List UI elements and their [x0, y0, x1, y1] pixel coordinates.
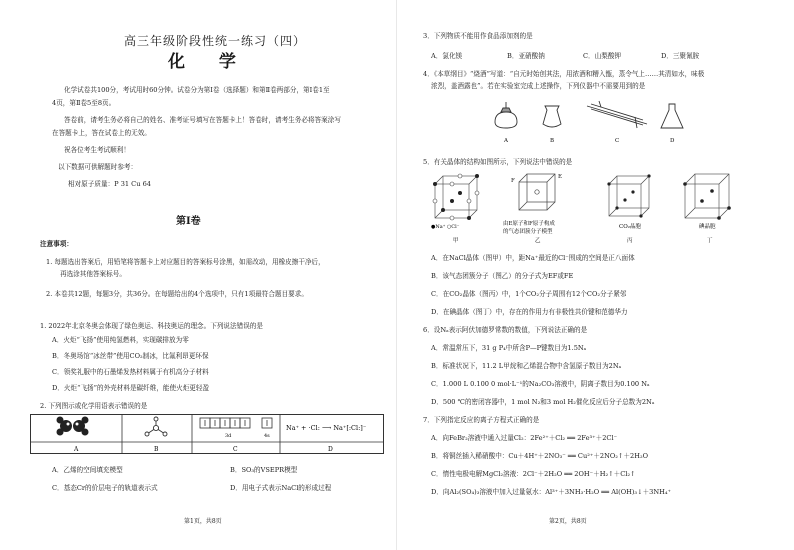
cell-label-c: C: [233, 446, 238, 453]
subject-title: 化 学: [168, 52, 250, 72]
atom-label-f: F: [511, 178, 515, 184]
note-line: 1. 每题选出答案后，用铅笔将答题卡上对应题目的答案标号涂黑，如需改动，用橡皮擦干净后，: [46, 258, 325, 266]
cr-orbital-diagram: [200, 418, 272, 428]
intro-line: 祝各位考生考试顺利！: [64, 146, 130, 154]
note-line: 2. 本卷共12题，每题3分，共36分。在每题给出的4个选项中，只有1项最符合题目要求。: [46, 290, 308, 298]
question-5-option: B．该气态团簇分子（图乙）的分子式为EF或FE: [431, 272, 574, 280]
evaporating-dish-icon: [543, 106, 561, 127]
question-1-option: C．领奖礼服中的石墨烯发热材料属于有机高分子材料: [52, 368, 209, 376]
iodine-caption: 碘晶胞: [699, 224, 716, 230]
apparatus-label-b: B: [550, 138, 555, 144]
question-5-stem: 5．有关晶体的结构如图所示，下列说法中错误的是: [423, 158, 573, 166]
figure-caption-jia: 甲: [453, 238, 459, 244]
question-3-option: D．三聚氰胺: [661, 52, 700, 60]
apparatus-label-c: C: [615, 138, 620, 144]
question-3-stem: 3．下列物质不能用作食品添加剂的是: [423, 32, 533, 40]
question-5-crystal-figures: [423, 170, 753, 246]
question-6-option: B．标准状况下，11.2 L甲烷和乙烯混合物中含氢原子数目为2Nₐ: [431, 362, 622, 370]
co2-caption: CO₂晶胞: [619, 224, 641, 230]
cell-label-a: A: [74, 446, 79, 453]
apparatus-label-d: D: [670, 138, 675, 144]
question-3-option: B．亚硝酸钠: [507, 52, 545, 60]
question-4-stem: 4．《本草纲目》“烧酒”写道：“自元时始创其法，用浓酒和糟入甑，蒸令气上……其清如水，味极: [423, 70, 705, 78]
page-footer: 第2页，共8页: [549, 518, 587, 525]
intro-line: 4页，第Ⅱ卷5至8页。: [52, 99, 116, 107]
question-7-option: A．向FeBr₂溶液中通入过量Cl₂：2Fe²⁺＋Cl₂ ══ 2Fe³⁺＋2Cl⁻: [431, 434, 618, 442]
intro-line: 以下数据可供解题时参考：: [58, 163, 138, 171]
question-7-option: D．向Al₂(SO₄)₃溶液中加入过量氨水：Al³⁺＋3NH₃·H₂O ══ Al(OH)₃↓＋3NH₄⁺: [431, 488, 672, 496]
question-2-stem: 2. 下列图示或化学用语表示错误的是: [40, 402, 148, 410]
iodine-crystal-cube: [683, 174, 731, 220]
intro-line: 在答题卡上，答在试卷上的无效。: [52, 129, 151, 137]
co2-crystal-cube: [607, 174, 650, 217]
question-5-option: A．在NaCl晶体（图甲）中，距Na⁺最近的Cl⁻围成的空间是正八面体: [431, 254, 635, 262]
so3-vsepr-model: [145, 417, 167, 436]
question-1-option: B．冬奥场馆“冰丝带”使用CO₂制冰，比氟利昂更环保: [52, 352, 209, 360]
figure-caption-ding: 丁: [707, 238, 713, 244]
apparatus-label-a: A: [504, 138, 508, 144]
figure-caption-bing: 丙: [627, 238, 633, 244]
section-heading: 第Ⅰ卷: [176, 216, 201, 227]
intro-line: 化学试卷共100分，考试用时60分钟。试卷分为第Ⅰ卷（选择题）和第Ⅱ卷两部分，第Ⅰ卷1至: [64, 86, 330, 94]
cell-label-d: D: [328, 446, 333, 453]
question-6-option: C．1.000 L 0.100 0 mol·L⁻¹的Na₂CO₃溶液中，阴离子数目为0.100 Nₐ: [431, 380, 650, 388]
exam-title: 高三年级阶段性统一练习（四）: [124, 34, 307, 48]
nacl-electron-formula: Na⁺ + ·Cl: ⟶ Na⁺[:Cl:]⁻: [286, 424, 367, 432]
question-4-apparatus: [487, 98, 687, 148]
question-7-option: B．将铜丝插入稀硝酸中：Cu＋4H⁺＋2NO₃⁻ ══ Cu²⁺＋2NO₂↑＋2H₂O: [431, 452, 649, 460]
question-2-option: B．SO₃的VSEPR模型: [230, 466, 298, 474]
atom-label-e: E: [558, 174, 563, 180]
page-footer: 第1页，共8页: [184, 518, 222, 525]
question-2-figure-table: [30, 414, 384, 454]
question-4-stem: 浓烈，盖酒露也”。若在实验室完成上述操作，下列仪器中不需要用到的是: [431, 82, 646, 90]
ef-caption-line: 的气态团簇分子模型: [503, 229, 553, 235]
intro-line: 答卷前，请考生务必将自己的姓名、准考证号填写在答题卡上！答卷时，请考生务必将答案涂写: [64, 116, 341, 124]
orbital-label-3d: 3d: [225, 433, 232, 439]
alcohol-lamp-icon: [495, 102, 517, 128]
question-2-option: D．用电子式表示NaCl的形成过程: [230, 484, 332, 492]
question-2-option: A．乙烯的空间填充模型: [52, 466, 123, 474]
question-2-option: C．基态Cr的价层电子的轨道表示式: [52, 484, 158, 492]
question-7-stem: 7．下列指定反应的离子方程式正确的是: [423, 416, 540, 424]
question-5-option: D．在碘晶体（图丁）中，存在的作用力有非极性共价键和范德华力: [431, 308, 628, 316]
nacl-ion-legend: ●Na⁺ ○Cl⁻: [431, 224, 460, 230]
ef-caption-line: 由E原子和F原子构成: [503, 221, 555, 227]
notes-heading: 注意事项：: [40, 240, 73, 248]
question-6-option: A．常温常压下，31 g P₄中所含P—P键数目为1.5Nₐ: [431, 344, 587, 352]
question-1-option: A．火炬“飞扬”使用纯氢燃料，实现碳排放为零: [52, 336, 189, 344]
conical-flask-icon: [661, 104, 683, 128]
page-2: [397, 0, 794, 550]
atomic-mass-line: 相对原子质量：P 31 Cu 64: [68, 180, 151, 188]
question-3-option: A．氯化镁: [431, 52, 463, 60]
condenser-icon: [587, 101, 647, 128]
orbital-label-4s: 4s: [264, 433, 270, 439]
question-6-option: D．500 ℃的密闭容器中，1 mol N₂和3 mol H₂催化反应后分子总数为2Nₐ: [431, 398, 655, 406]
question-7-option: C．惰性电极电解MgCl₂溶液：2Cl⁻＋2H₂O ══ 2OH⁻＋H₂↑＋Cl₂↑: [431, 470, 636, 478]
question-3-option: C．山梨酸钾: [583, 52, 622, 60]
nacl-crystal-cube: [433, 174, 479, 220]
question-6-stem: 6．设Nₐ表示阿伏加德罗常数的数值，下列说法正确的是: [423, 326, 588, 334]
ef-cluster-cube: [519, 174, 555, 210]
figure-caption-yi: 乙: [535, 238, 541, 244]
question-1-option: D．火炬“飞扬”的外壳材料是碳纤维，能使火炬更轻盈: [52, 384, 210, 392]
question-1-stem: 1. 2022年北京冬奥会体现了绿色奥运、科技奥运的理念。下列说法错误的是: [40, 322, 263, 330]
ethylene-space-filling-model: [57, 417, 89, 436]
cell-label-b: B: [154, 446, 159, 453]
note-line: 再选涂其他答案标号。: [60, 270, 126, 278]
question-5-option: C．在CO₂晶体（图丙）中，1个CO₂分子周围有12个CO₂分子紧邻: [431, 290, 627, 298]
